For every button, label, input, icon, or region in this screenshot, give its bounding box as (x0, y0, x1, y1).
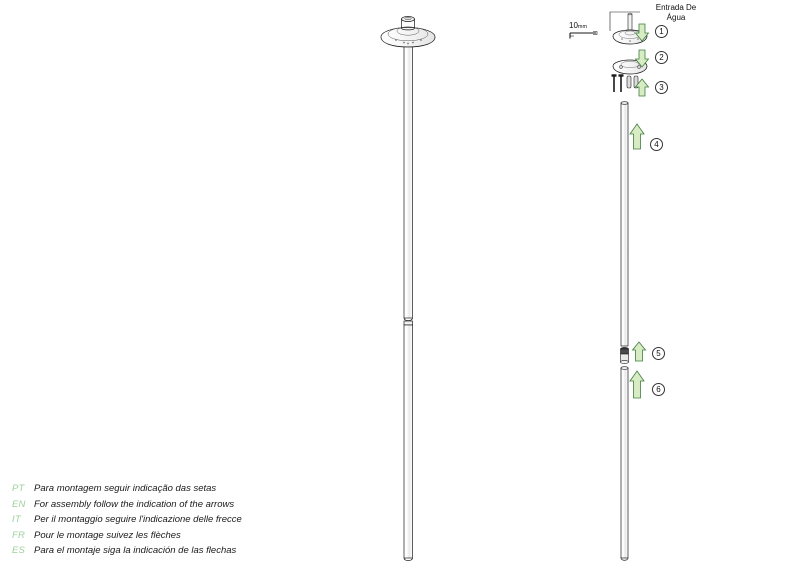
legend-item-it (12, 512, 342, 528)
wrench-size-value: 10 (569, 21, 578, 30)
legend-code-it: IT (12, 514, 21, 525)
lower-tube-part (621, 367, 628, 561)
step-number-3: 3 (655, 81, 668, 94)
legend-item-pt (12, 481, 342, 497)
step-number-1: 1 (655, 25, 668, 38)
legend-text-it: Per il montaggio seguire l'indicazione delle frecce (34, 514, 242, 525)
legend-code-es: ES (12, 545, 26, 556)
water-inlet-label (641, 3, 711, 22)
step-number-6: 6 (652, 383, 665, 396)
upper-tube-part (621, 102, 628, 346)
arrow-step-4 (630, 124, 644, 149)
wrench-size-label (569, 21, 587, 30)
legend-code-pt: PT (12, 483, 25, 494)
legend-text-en: For assembly follow the indication of the arrows (34, 498, 235, 510)
arrow-step-5 (633, 342, 646, 361)
assembled-shower-drawing (381, 16, 435, 560)
legend-code-fr: FR (12, 529, 26, 541)
legend-item-en (12, 497, 342, 513)
step-number-2: 2 (655, 51, 668, 64)
legend (12, 481, 342, 559)
exploded-parts-drawing (570, 12, 647, 560)
legend-item-es (12, 543, 342, 559)
water-inlet-label-line2: Água (666, 12, 686, 22)
arrow-step-6 (630, 371, 644, 398)
screws-part (612, 76, 639, 93)
legend-item-fr (12, 528, 342, 544)
water-inlet-part (628, 13, 632, 30)
coupling-part (621, 347, 629, 363)
step-number-5: 5 (652, 347, 665, 360)
step-number-4: 4 (650, 138, 663, 151)
legend-text-es: Para el montaje siga la indicación de las flechas (34, 545, 237, 556)
wrench-size-unit: mm (577, 24, 588, 30)
legend-text-pt: Para montagem seguir indicação das setas (34, 483, 217, 494)
allen-key-part (570, 32, 597, 39)
legend-text-fr: Pour le montage suivez les flèches (34, 529, 181, 541)
water-inlet-label-line1: Entrada De (655, 3, 697, 12)
direction-arrows (630, 24, 649, 398)
legend-code-en: EN (12, 498, 26, 510)
